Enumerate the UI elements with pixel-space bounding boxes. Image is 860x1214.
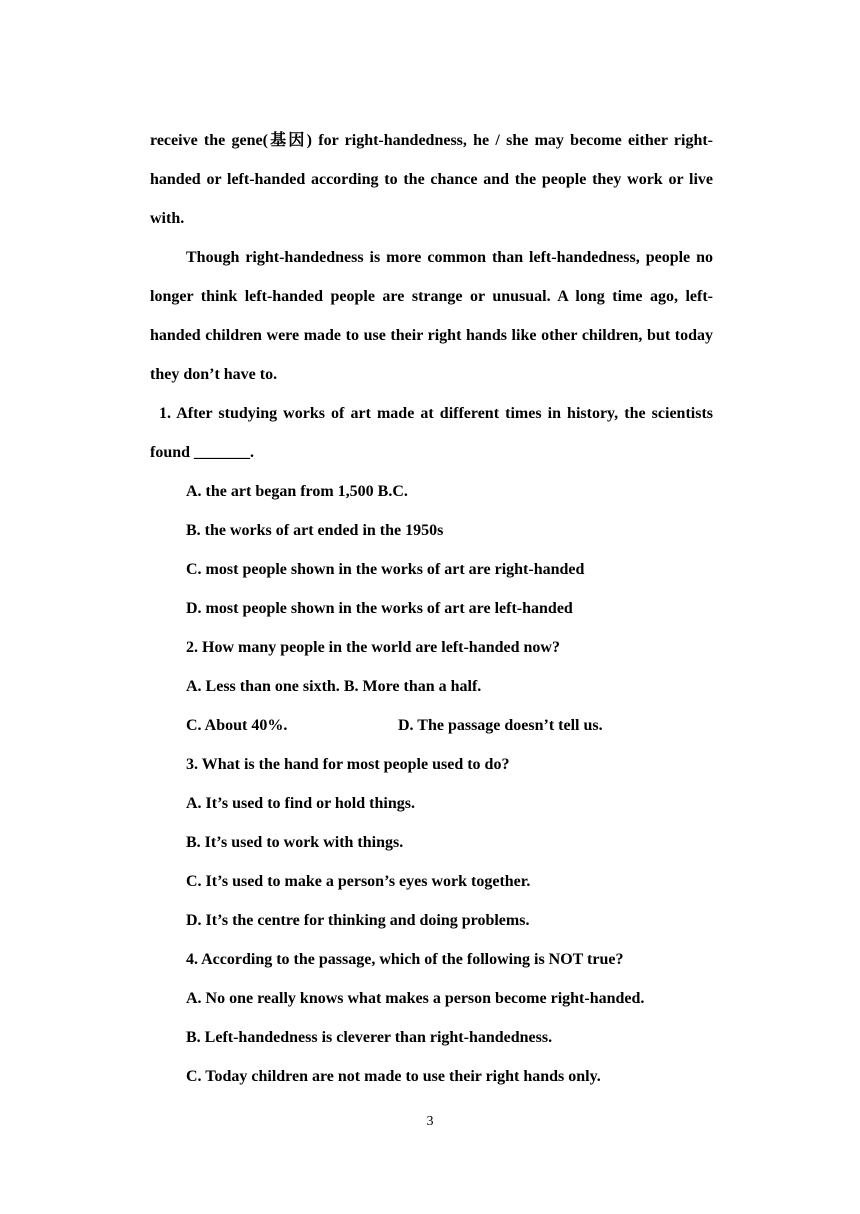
question-2-option-a: A. Less than one sixth. xyxy=(186,678,340,695)
question-3-option-b: B. It’s used to work with things. xyxy=(186,834,404,851)
question-3-option-d: D. It’s the centre for thinking and doing problems. xyxy=(186,912,530,929)
page-number: 3 xyxy=(426,1114,434,1129)
question-1-option-a: A. the art began from 1,500 B.C. xyxy=(186,483,408,500)
question-2-options-row-1 xyxy=(150,667,713,706)
question-3-stem: 3. What is the hand for most people used to do? xyxy=(186,756,510,773)
question-2-option-b: B. More than a half. xyxy=(343,678,482,695)
page-content xyxy=(150,121,713,1096)
question-4-option-b: B. Left-handedness is cleverer than right-handedness. xyxy=(186,1029,553,1046)
question-2-options-row-2 xyxy=(150,706,713,745)
question-2-option-d: D. The passage doesn’t tell us. xyxy=(398,717,603,734)
question-4-stem: 4. According to the passage, which of the following is NOT true? xyxy=(186,951,624,968)
question-4-option-a: A. No one really knows what makes a person become right-handed. xyxy=(186,990,645,1007)
question-1-stem: 1. After studying works of art made at different times in history, the scientists found _______. xyxy=(150,405,713,461)
question-1-option-c: C. most people shown in the works of art are right-handed xyxy=(186,561,585,578)
question-4-option-c: C. Today children are not made to use their right hands only. xyxy=(186,1068,601,1085)
question-1-option-b: B. the works of art ended in the 1950s xyxy=(186,522,444,539)
question-3-option-c: C. It’s used to make a person’s eyes work together. xyxy=(186,873,531,890)
paragraph-continuation: receive the gene(基因) for right-handedness, he / she may become either right-handed or left-handed according to the chance and the people they work or live with. xyxy=(150,132,713,227)
question-3-option-a: A. It’s used to find or hold things. xyxy=(186,795,415,812)
paragraph-handedness: Though right-handedness is more common than left-handedness, people no longer think left-handed people are strange or unusual. A long time ago, left-handed children were made to use their right hands like other children, but today they don’t have to. xyxy=(150,249,713,383)
question-2-option-c: C. About 40%. xyxy=(186,717,288,734)
question-1-option-d: D. most people shown in the works of art are left-handed xyxy=(186,600,573,617)
question-2-stem: 2. How many people in the world are left-handed now? xyxy=(186,639,560,656)
